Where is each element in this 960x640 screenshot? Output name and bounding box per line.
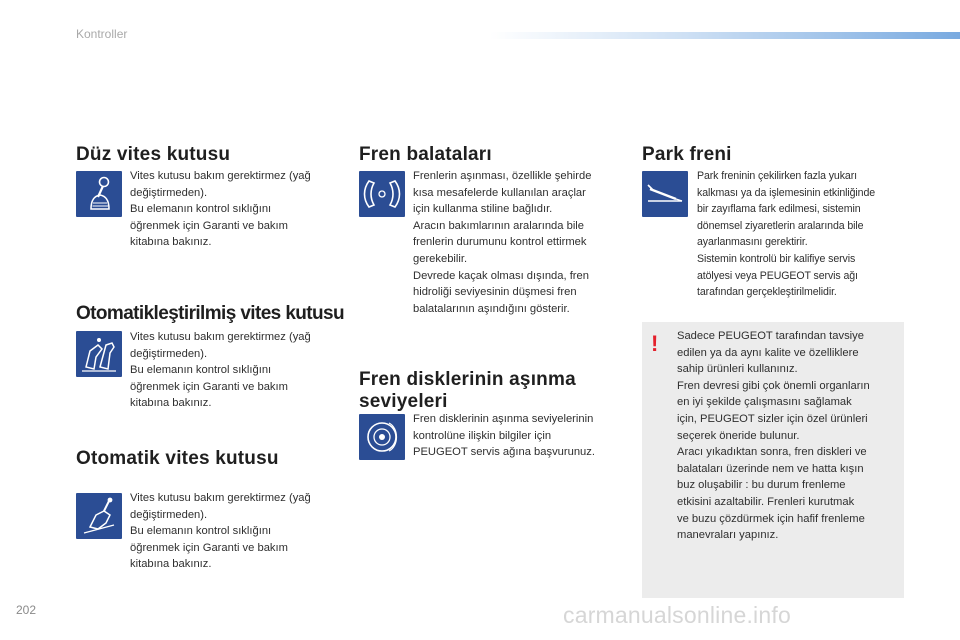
automatic-gearbox-text: Vites kutusu bakım gerektirmez (yağ değiştirmeden). Bu elemanın kontrol sıklığını öğrenmek için Garanti ve bakım kitabına bakınız. [130, 492, 311, 571]
warning-text: Sadece PEUGEOT tarafından tavsiye edilen ya da aynı kalite ve özelliklere sahip ürünleri kullanınız. Fren devresi gibi çok önemli organların en iyi şekilde çalışmasını sağlamak için, PEUGEOT sizler için özel ürünleri seçerek öneride bulunur. Aracı yıkadıktan sonra, fren diskleri ve balataları üzerinde nem ve hatta kışın buz oluşabilir : bu durum frenleme etkisini azaltabilir. Frenleri kurutmak ve buzu çözdürmek için hafif frenleme manevraları yapınız. [677, 330, 870, 542]
gear-lever-icon [76, 171, 122, 217]
automated-gearbox-text: Vites kutusu bakım gerektirmez (yağ değiştirmeden). Bu elemanın kontrol sıklığını öğrenmek için Garanti ve bakım kitabına bakınız. [130, 331, 311, 410]
parking-brake-text: Park freninin çekilirken fazla yukarı kalkması ya da işlemesinin etkinliğinde bir zayıflama fark edilmesi, sistemin dönemsel ziyaretlerin aralarında bile ayarlanmasını gerektirir. Sistemin kontrolü bir kalifiye servis atölyesi veya PEUGEOT servis ağı tarafından gerçekleştirilmelidir. [697, 170, 876, 299]
brake-discs-text: Fren disklerinin aşınma seviyelerinin kontrolüne ilişkin bilgiler için PEUGEOT servis ağına başvurunuz. [413, 413, 595, 459]
header-accent-bar [490, 32, 960, 39]
heading-parking-brake: Park freni [642, 144, 732, 165]
brake-pads-icon [359, 171, 405, 217]
heading-brake-pads: Fren balataları [359, 144, 492, 165]
heading-brake-discs [359, 369, 576, 413]
warning-exclamation-icon: ! [651, 331, 659, 356]
heading-manual-gearbox: Düz vites kutusu [76, 144, 231, 165]
brake-disc-icon [359, 414, 405, 460]
heading-brake-discs-line1: Fren disklerinin aşınma [359, 369, 576, 390]
automatic-selector-icon [76, 493, 122, 539]
heading-brake-discs-line2: seviyeleri [359, 391, 448, 412]
page-number: 202 [16, 603, 37, 617]
heading-automatic-gearbox: Otomatik vites kutusu [76, 448, 279, 469]
automated-gearbox-icon [76, 331, 122, 377]
parking-brake-icon [642, 171, 688, 217]
page-section-title: Kontroller [76, 27, 128, 41]
brake-pads-text: Frenlerin aşınması, özellikle şehirde kısa mesafelerde kullanılan araçlar için kullanma stiline bağlıdır. Aracın bakımlarının aralarında bile frenlerin durumunu kontrol ettirmek gerekebilir. Devrede kaçak olması dışında, fren hidroliği seviyesinin düşmesi fren balatalarının aşındığını gösterir. [413, 170, 592, 315]
watermark: carmanualsonline.info [563, 602, 791, 628]
manual-gearbox-text: Vites kutusu bakım gerektirmez (yağ değiştirmeden). Bu elemanın kontrol sıklığını öğrenmek için Garanti ve bakım kitabına bakınız. [130, 170, 311, 249]
heading-automated-gearbox: Otomatikleştirilmiş vites kutusu [76, 303, 344, 324]
